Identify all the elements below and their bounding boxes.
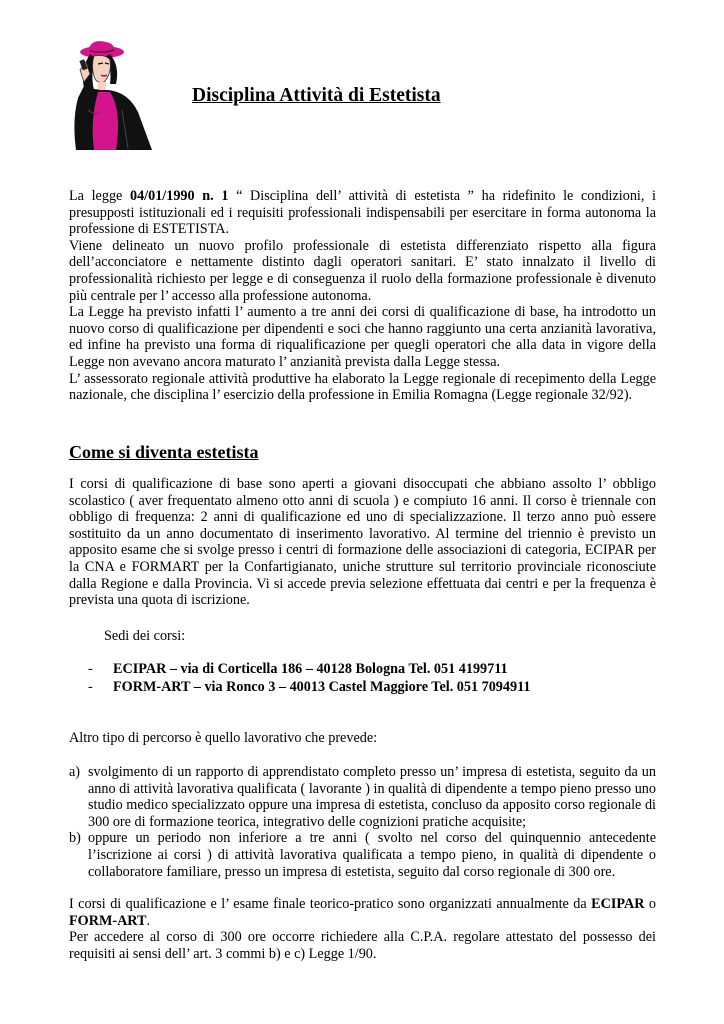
alternative-paths-list bbox=[69, 764, 656, 880]
woman-in-hat-icon bbox=[72, 40, 158, 152]
courses-paragraph: I corsi di qualificazione di base sono aperti a giovani disoccupati che abbiano assolto l’ obbligo scolastico ( aver frequentato almeno otto anni di scuola ) e compiuto 16 anni. Il corso è triennale con obbligo di frequenza: 2 anni di qualificazione ed uno di specializzazione. Il terzo anno può essere sostituito da un anno documentato di inserimento lavorativo. Al termine del triennio è previsto un apposito esame che si svolge presso i centri di formazione delle associazioni di categoria, ECIPAR per la CNA e FORMART per la Confartigianato, uniche strutture sul territorio provinciale riconosciute dalla Regione e dalla Provincia. Vi si accede previa selezione effettuata dai centri e per la frequenza è prevista una quota di iscrizione. bbox=[69, 476, 656, 609]
courses-section bbox=[69, 476, 656, 609]
list-item bbox=[69, 830, 656, 880]
course-locations-list bbox=[88, 660, 531, 696]
list-item bbox=[69, 764, 656, 830]
intro-paragraph-profile: Viene delineato un nuovo profilo professionale di estetista differenziato rispetto alla figura dell’acconciatore e nettamente distinto dagli operatori sanitari. E’ stato innalzato il livello di professionalità richiesto per legge e di conseguenza il ruolo della formazione professionale è divenuto più centrale per l’ accesso alla professione autonoma. bbox=[69, 237, 656, 304]
course-locations-label: Sedi dei corsi: bbox=[104, 628, 186, 644]
closing-paragraph-requirements: Per accedere al corso di 300 ore occorre richiedere alla C.P.A. regolare attestato del possesso dei requisiti ai sensi dell’ art. 3 commi b) e c) Legge 1/90. bbox=[69, 929, 656, 962]
intro-paragraph-regional: L’ assessorato regionale attività produttive ha elaborato la Legge regionale di recepimento della Legge nazionale, che disciplina l’ esercizio della professione in Emilia Romagna (Legge regionale 32/92). bbox=[69, 370, 656, 404]
alternative-path-intro: Altro tipo di percorso è quello lavorativo che prevede: bbox=[69, 730, 378, 746]
organizer-formart: FORM-ART bbox=[69, 912, 147, 929]
list-item-text: svolgimento di un rapporto di apprendistato completo presso un’ impresa di estetista, seguito da un anno di attività lavorativa qualificata ( lavorante ) in qualità di dipendente a tempo pieno presso uno studio medico specializzato oppure una impresa di estetista, concluso da apposito corso regionale di 300 ore di formazione teorica, integrativo delle cognizioni pratiche acquisite; bbox=[88, 764, 656, 830]
section-heading: Come si diventa estetista bbox=[69, 442, 259, 462]
list-marker: b) bbox=[69, 830, 81, 847]
closing-section bbox=[69, 896, 656, 962]
closing-paragraph-organizers: I corsi di qualificazione e l’ esame finale teorico-pratico sono organizzati annualmente da ECIPAR o FORM-ART. bbox=[69, 896, 656, 929]
page-title: Disciplina Attività di Estetista bbox=[192, 85, 441, 106]
law-reference: 04/01/1990 n. 1 bbox=[129, 188, 229, 204]
list-item-text: oppure un periodo non inferiore a tre anni ( svolto nel corso del quinquennio antecedente l’iscrizione ai corsi ) di attività lavorativa qualificata a tempo pieno, in qualità di dipendente o collaboratore familiare, presso un impresa di estetista, seguito dal corso regionale di 300 ore. bbox=[88, 830, 656, 880]
organizer-ecipar: ECIPAR bbox=[591, 896, 645, 912]
list-marker: a) bbox=[69, 764, 81, 780]
intro-paragraph-law: La legge 04/01/1990 n. 1 “ Disciplina dell’ attività di estetista ” ha ridefinito le condizioni, i presupposti istituzionali ed i requisiti professionali indispensabili per esercitare in forma autonoma la professione di ESTETISTA. bbox=[69, 188, 656, 238]
intro-section bbox=[69, 188, 656, 404]
intro-paragraph-courses: La Legge ha previsto infatti l’ aumento a tre anni dei corsi di qualificazione di base, ha introdotto un nuovo corso di qualificazione per dipendenti e soci che hanno raggiunto una certa anzianità lavorativa, ed infine ha previsto una forma di riqualificazione per quegli operatori che alla data in vigore della Legge non avevano ancora maturato l’ anzianità prevista dalla Legge stessa. bbox=[69, 304, 656, 370]
list-item: - ECIPAR – via di Corticella 186 – 40128 Bologna Tel. 051 4199711 bbox=[88, 660, 531, 678]
list-item: - FORM-ART – via Ronco 3 – 40013 Castel Maggiore Tel. 051 7094911 bbox=[88, 678, 531, 696]
